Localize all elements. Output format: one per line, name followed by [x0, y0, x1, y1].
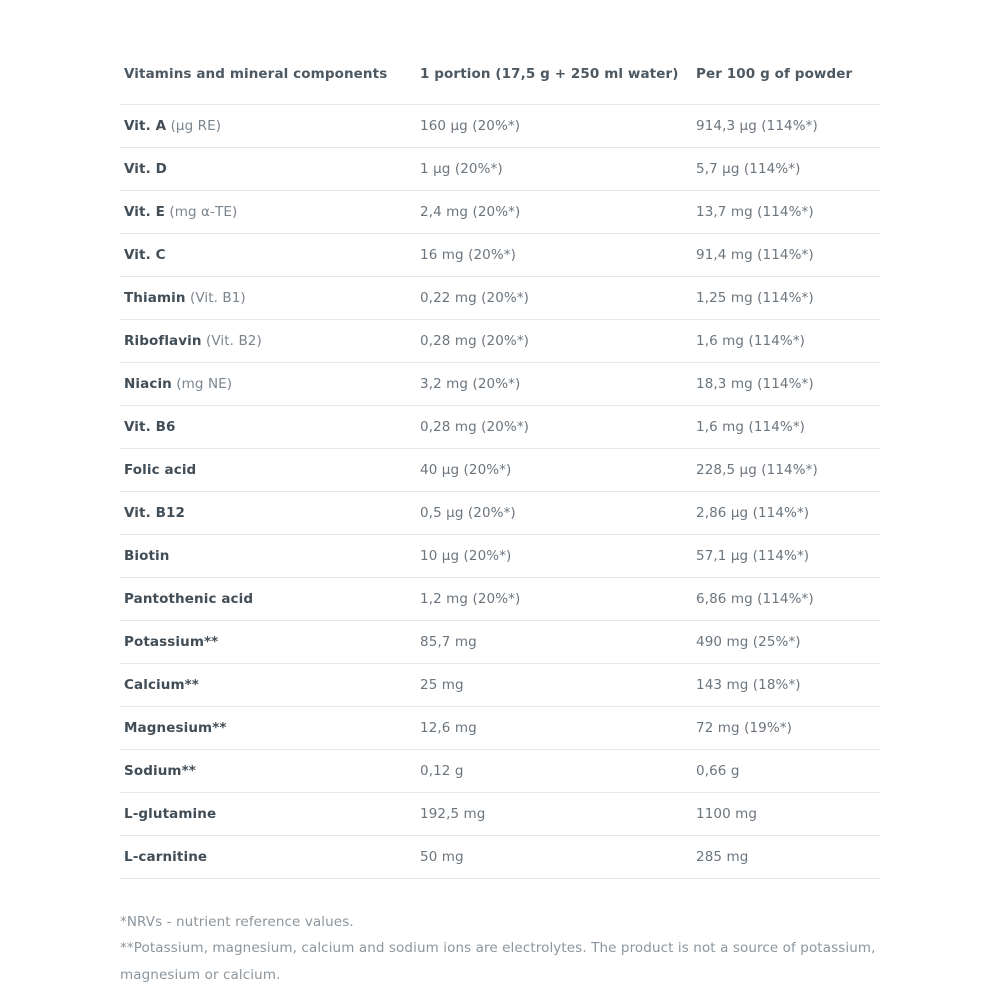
table-row	[120, 535, 880, 578]
cell-portion-value: 160 µg (20%*)	[416, 105, 692, 148]
cell-component-name	[120, 449, 416, 492]
cell-per-100g-value: 5,7 µg (114%*)	[692, 148, 880, 191]
cell-portion-value: 1 µg (20%*)	[416, 148, 692, 191]
component-name-main: Magnesium**	[124, 720, 227, 736]
table-row	[120, 449, 880, 492]
table-row	[120, 191, 880, 234]
table-row	[120, 707, 880, 750]
cell-component-name	[120, 707, 416, 750]
cell-per-100g-value: 914,3 µg (114%*)	[692, 105, 880, 148]
cell-per-100g-value: 1,6 mg (114%*)	[692, 406, 880, 449]
column-header-component: Vitamins and mineral components	[124, 66, 388, 82]
cell-component-name	[120, 148, 416, 191]
table-head	[120, 56, 880, 105]
component-name-main: Sodium**	[124, 763, 196, 779]
component-name-main: Niacin	[124, 376, 172, 392]
cell-component-name	[120, 277, 416, 320]
table-row	[120, 148, 880, 191]
cell-component-name	[120, 363, 416, 406]
cell-portion-value: 0,28 mg (20%*)	[416, 320, 692, 363]
cell-portion-value: 3,2 mg (20%*)	[416, 363, 692, 406]
component-name-main: Vit. C	[124, 247, 166, 263]
cell-portion-value: 10 µg (20%*)	[416, 535, 692, 578]
component-name-main: Potassium**	[124, 634, 219, 650]
cell-per-100g-value: 0,66 g	[692, 750, 880, 793]
component-name-detail: (Vit. B1)	[185, 290, 246, 306]
table-row	[120, 664, 880, 707]
cell-portion-value: 85,7 mg	[416, 621, 692, 664]
cell-portion-value: 0,22 mg (20%*)	[416, 277, 692, 320]
footnotes	[120, 909, 890, 988]
table-row	[120, 277, 880, 320]
cell-per-100g-value: 143 mg (18%*)	[692, 664, 880, 707]
cell-component-name	[120, 406, 416, 449]
cell-per-100g-value: 228,5 µg (114%*)	[692, 449, 880, 492]
table-row	[120, 492, 880, 535]
table-row	[120, 578, 880, 621]
nutrition-table	[120, 56, 880, 879]
component-name-main: Vit. D	[124, 161, 167, 177]
cell-per-100g-value: 91,4 mg (114%*)	[692, 234, 880, 277]
cell-portion-value: 25 mg	[416, 664, 692, 707]
cell-portion-value: 12,6 mg	[416, 707, 692, 750]
table-row	[120, 750, 880, 793]
cell-per-100g-value: 57,1 µg (114%*)	[692, 535, 880, 578]
cell-per-100g-value: 72 mg (19%*)	[692, 707, 880, 750]
table-row	[120, 621, 880, 664]
footnote-nrv: *NRVs - nutrient reference values.	[120, 914, 354, 930]
cell-per-100g-value: 13,7 mg (114%*)	[692, 191, 880, 234]
component-name-main: Vit. B6	[124, 419, 176, 435]
component-name-main: Pantothenic acid	[124, 591, 254, 607]
cell-per-100g-value: 1,6 mg (114%*)	[692, 320, 880, 363]
column-header-portion: 1 portion (17,5 g + 250 ml water)	[420, 66, 679, 82]
component-name-main: Folic acid	[124, 462, 197, 478]
cell-portion-value: 192,5 mg	[416, 793, 692, 836]
component-name-main: Riboflavin	[124, 333, 202, 349]
cell-component-name	[120, 492, 416, 535]
cell-portion-value: 0,28 mg (20%*)	[416, 406, 692, 449]
table-row	[120, 320, 880, 363]
component-name-main: Calcium**	[124, 677, 199, 693]
cell-per-100g-value: 490 mg (25%*)	[692, 621, 880, 664]
table-row	[120, 105, 880, 148]
table-row	[120, 793, 880, 836]
table-row	[120, 836, 880, 879]
cell-portion-value: 0,12 g	[416, 750, 692, 793]
cell-component-name	[120, 320, 416, 363]
cell-component-name	[120, 621, 416, 664]
column-header-per-100g: Per 100 g of powder	[696, 66, 853, 82]
cell-portion-value: 0,5 µg (20%*)	[416, 492, 692, 535]
cell-component-name	[120, 793, 416, 836]
component-name-main: Thiamin	[124, 290, 186, 306]
cell-component-name	[120, 578, 416, 621]
cell-component-name	[120, 664, 416, 707]
cell-per-100g-value: 6,86 mg (114%*)	[692, 578, 880, 621]
cell-component-name	[120, 535, 416, 578]
component-name-main: L-glutamine	[124, 806, 217, 822]
table-header-row	[120, 56, 880, 105]
cell-portion-value: 50 mg	[416, 836, 692, 879]
component-name-main: Vit. E	[124, 204, 165, 220]
component-name-main: L-carnitine	[124, 849, 208, 865]
cell-component-name	[120, 750, 416, 793]
table-row	[120, 406, 880, 449]
component-name-main: Vit. B12	[124, 505, 185, 521]
footnote-electrolytes: **Potassium, magnesium, calcium and sodium ions are electrolytes. The product is not a source of potassium, magnesium or calcium.	[120, 940, 876, 983]
cell-per-100g-value: 1,25 mg (114%*)	[692, 277, 880, 320]
table-row	[120, 234, 880, 277]
cell-portion-value: 16 mg (20%*)	[416, 234, 692, 277]
component-name-detail: (µg RE)	[166, 118, 222, 134]
cell-per-100g-value: 2,86 µg (114%*)	[692, 492, 880, 535]
cell-portion-value: 1,2 mg (20%*)	[416, 578, 692, 621]
component-name-detail: (mg NE)	[171, 376, 233, 392]
cell-portion-value: 40 µg (20%*)	[416, 449, 692, 492]
cell-component-name	[120, 836, 416, 879]
component-name-main: Vit. A	[124, 118, 167, 134]
cell-per-100g-value: 1100 mg	[692, 793, 880, 836]
cell-per-100g-value: 18,3 mg (114%*)	[692, 363, 880, 406]
cell-component-name	[120, 191, 416, 234]
component-name-detail: (Vit. B2)	[201, 333, 262, 349]
cell-per-100g-value: 285 mg	[692, 836, 880, 879]
cell-component-name	[120, 105, 416, 148]
table-row	[120, 363, 880, 406]
component-name-main: Biotin	[124, 548, 170, 564]
component-name-detail: (mg α-TE)	[164, 204, 238, 220]
cell-portion-value: 2,4 mg (20%*)	[416, 191, 692, 234]
table-body	[120, 105, 880, 879]
cell-component-name	[120, 234, 416, 277]
